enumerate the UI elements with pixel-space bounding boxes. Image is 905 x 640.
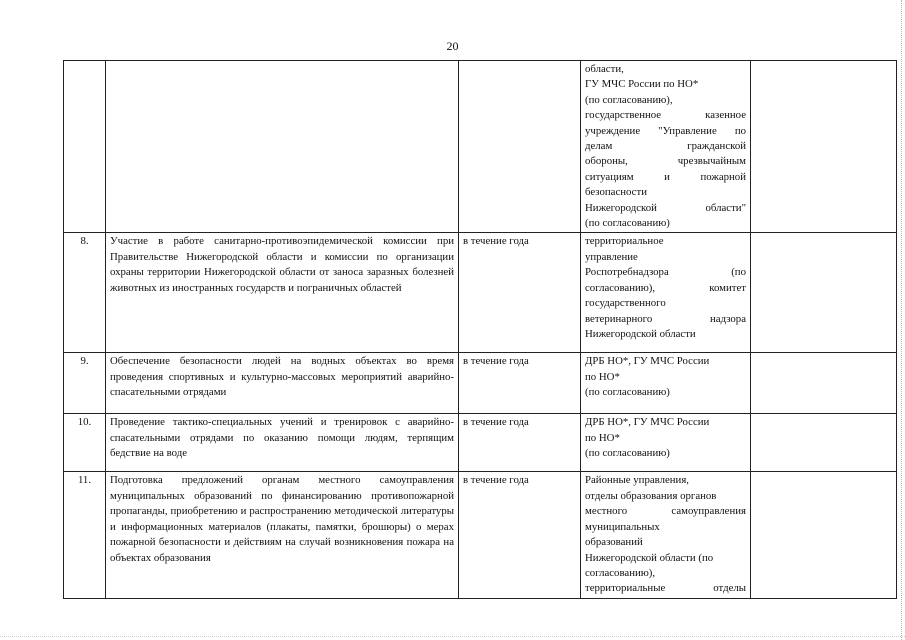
table-row (64, 61, 897, 233)
event-note (751, 472, 897, 598)
row-number: 9. (64, 353, 106, 414)
executor-line: Нижегородской области (по (585, 551, 714, 564)
event-note (751, 353, 897, 414)
executor-line: делам гражданской (585, 140, 746, 153)
row-number: 10. (64, 414, 106, 472)
executor-line: по НО* (585, 431, 620, 444)
executor-line: территориальное (585, 235, 664, 248)
executor-line: ситуациям и пожарной (585, 170, 746, 183)
executor-line: ДРБ НО*, ГУ МЧС России (585, 355, 710, 368)
event-term: в течение года (459, 472, 581, 598)
executor-line: обороны, чрезвычайным (585, 155, 746, 168)
events-table (63, 60, 897, 599)
table-row (64, 353, 897, 414)
executor-line: ДРБ НО*, ГУ МЧС России (585, 416, 710, 429)
scan-edge-right (899, 0, 902, 640)
event-description: Обеспечение безопасности людей на водных объектах во время проведения спортивных и культурно-массовых мероприятий аварийно-спасательными отрядами (106, 353, 459, 414)
executor-line: муниципальных (585, 520, 660, 533)
executor-line: Роспотребнадзора (по (585, 266, 746, 279)
executor-line: (по согласованию), (585, 93, 673, 106)
executor-line: местного самоуправления (585, 505, 746, 518)
executor-line: Нижегородской области (585, 327, 696, 340)
table-row (64, 233, 897, 353)
executor-line: отделы образования органов (585, 489, 717, 502)
executor-line: Нижегородской области" (585, 201, 746, 214)
row-number (64, 61, 106, 233)
event-description (106, 61, 459, 233)
event-note (751, 414, 897, 472)
executor-line: образований (585, 536, 643, 549)
event-executors (581, 414, 751, 472)
executor-line: (по согласованию) (585, 447, 670, 460)
executor-line: (по согласованию) (585, 217, 670, 230)
event-executors (581, 61, 751, 233)
page-number: 20 (446, 39, 459, 53)
executor-line: области, (585, 63, 624, 75)
event-executors (581, 353, 751, 414)
event-description: Проведение тактико-специальных учений и тренировок с аварийно-спасательными отрядами по оказанию помощи людям, терпящим бедствие на воде (106, 414, 459, 472)
event-description: Участие в работе санитарно-противоэпидемической комиссии при Правительстве Нижегородской области и комиссии по организации охраны территории Нижегородской области от заноса заразных болезней животных из иностранных государств и пограничных областей (106, 233, 459, 353)
event-executors (581, 233, 751, 353)
executor-line: согласованию), комитет (585, 281, 746, 294)
event-note (751, 233, 897, 353)
executor-line: согласованию), (585, 566, 656, 579)
executor-line: Районные управления, (585, 474, 689, 487)
row-number: 11. (64, 472, 106, 598)
event-note (751, 61, 897, 233)
executor-line: безопасности (585, 186, 647, 199)
event-term: в течение года (459, 353, 581, 414)
event-term (459, 61, 581, 233)
executor-line: ГУ МЧС России по НО* (585, 78, 699, 91)
event-description: Подготовка предложений органам местного самоуправления муниципальных образований по финансированию противопожарной пропаганды, приобретению и распространению методической литературы и информационных материалов (плакаты, памятки, брошюры) о мерах пожарной безопасности и действиям на случай возникновения пожара на объектах образования (106, 472, 459, 598)
executor-line: управление (585, 250, 638, 263)
executor-line: государственного (585, 297, 666, 310)
scan-edge-bottom (0, 635, 905, 637)
executor-line: государственное казенное (585, 109, 746, 122)
table-row (64, 414, 897, 472)
table-row (64, 472, 897, 598)
events-table-body (64, 61, 897, 599)
event-executors (581, 472, 751, 598)
row-number: 8. (64, 233, 106, 353)
event-term: в течение года (459, 414, 581, 472)
executor-line: территориальные отделы (585, 582, 746, 595)
executor-line: учреждение "Управление по (585, 124, 746, 137)
executor-line: ветеринарного надзора (585, 312, 746, 325)
event-term: в течение года (459, 233, 581, 353)
executor-line: по НО* (585, 370, 620, 383)
executor-line: (по согласованию) (585, 386, 670, 399)
